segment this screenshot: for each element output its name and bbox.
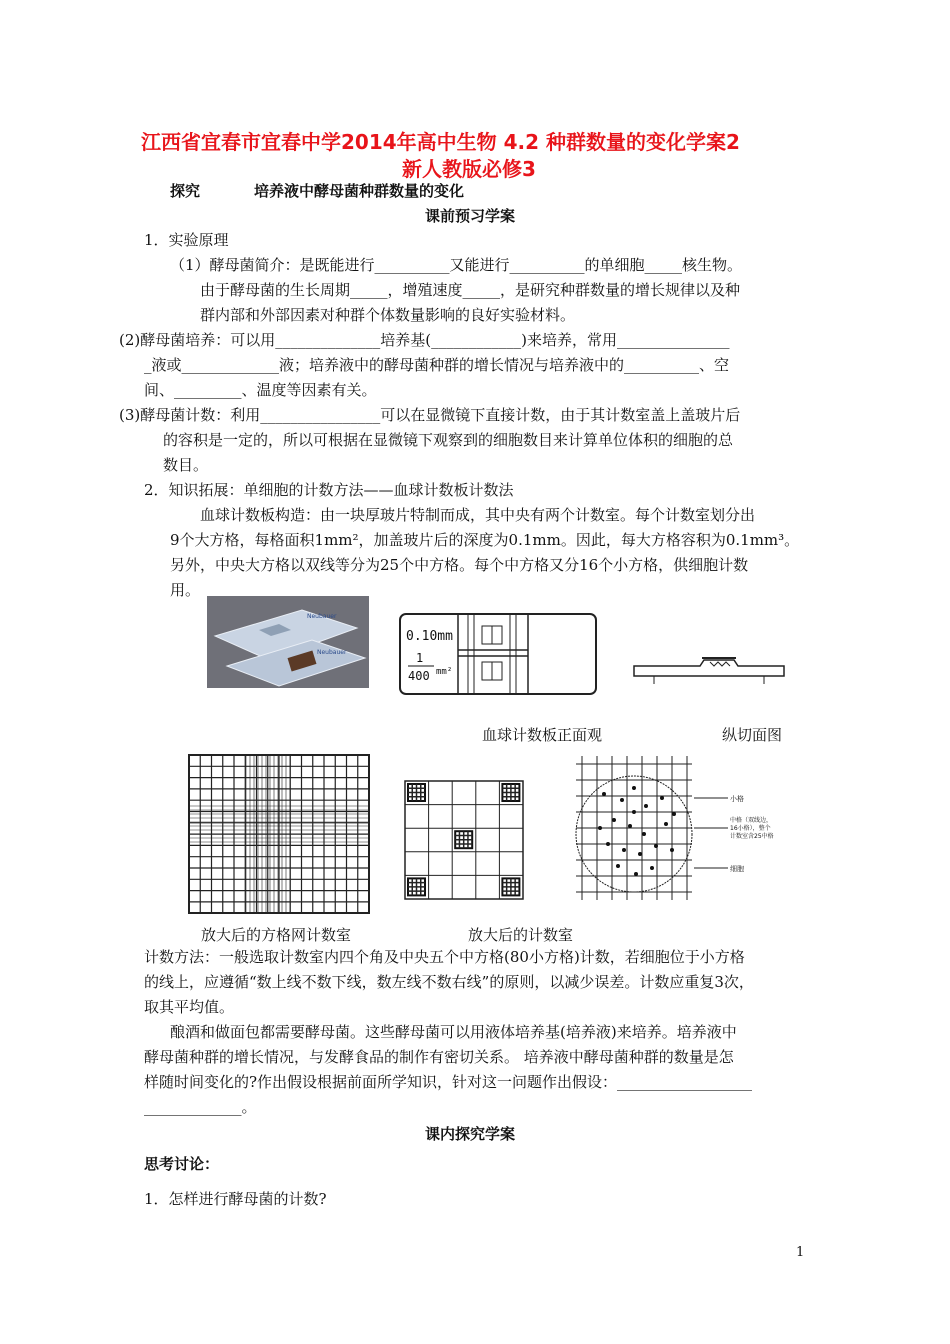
hemocytometer-front-view bbox=[398, 612, 598, 696]
yeast-cell bbox=[634, 872, 638, 876]
text-line: 9个大方格，每格面积1mm²，加盖玻片后的深度为0.1mm。因此，每大方格容积为0.1mm³。 bbox=[170, 531, 800, 549]
svg-text:Neubauer: Neubauer bbox=[317, 649, 347, 656]
board-label-den: 400 bbox=[408, 669, 430, 683]
yeast-cell bbox=[602, 792, 606, 796]
yeast-cell bbox=[606, 842, 610, 846]
svg-text:Neubauer: Neubauer bbox=[307, 613, 337, 620]
text-line: 酿酒和做面包都需要酵母菌。这些酵母菌可以用液体培养基(培养液)来培养。培养液中 bbox=[170, 1023, 737, 1041]
text-line: 的线上，应遵循“数上线不数下线，数左线不数右线”的原则，以减少误差。计数应重复3次， bbox=[144, 973, 754, 991]
text-line: _液或_____________液；培养液中的酵母菌种群的增长情况与培养液中的__________、空 bbox=[144, 356, 730, 374]
text-line: 间、_________、温度等因素有关。 bbox=[144, 381, 377, 399]
yeast-cell bbox=[654, 844, 658, 848]
text-line: 数目。 bbox=[163, 456, 209, 474]
yeast-cell bbox=[670, 848, 674, 852]
caption-section-view: 纵切面图 bbox=[722, 726, 783, 744]
section-preview-heading: 课前预习学案 bbox=[425, 207, 516, 225]
question-1: 1．怎样进行酵母菌的计数? bbox=[144, 1190, 327, 1208]
text-line: (3)酵母菌计数：利用________________可以在显微镜下直接计数，由于其计数室盖上盖玻片后 bbox=[119, 406, 741, 424]
text-line: 用。 bbox=[170, 581, 201, 599]
cell-detail-annotations bbox=[694, 790, 784, 890]
grid-counting-chamber bbox=[188, 754, 370, 914]
yeast-cell bbox=[616, 864, 620, 868]
yeast-cell bbox=[628, 824, 632, 828]
yeast-cell bbox=[660, 796, 664, 800]
note-cell: 细胞 bbox=[730, 865, 744, 873]
yeast-cell bbox=[612, 818, 616, 822]
text-line: 血球计数板构造：由一块厚玻片特制而成，其中央有两个计数室。每个计数室划分出 bbox=[200, 506, 756, 524]
hemocytometer-section-view bbox=[630, 652, 790, 688]
text-line: (2)酵母菌培养：可以用______________培养基(____________)来培养，常用_______________ bbox=[119, 331, 730, 349]
yeast-cell bbox=[638, 852, 642, 856]
yeast-cell bbox=[622, 848, 626, 852]
caption-counting-room: 放大后的计数室 bbox=[468, 926, 574, 944]
text-line: 1．实验原理 bbox=[144, 231, 229, 249]
yeast-cell bbox=[672, 812, 676, 816]
text-line: 的容积是一定的，所以可根据在显微镜下观察到的细胞数目来计算单位体积的细胞的总 bbox=[163, 431, 734, 449]
text-line: 由于酵母菌的生长周期_____，增殖速度_____，是研究种群数量的增长规律以及种 bbox=[200, 281, 741, 299]
text-line: 酵母菌种群的增长情况，与发酵食品的制作有密切关系。 培养液中酵母菌种群的数量是怎 bbox=[144, 1048, 734, 1066]
counting-chamber-photo bbox=[207, 596, 369, 688]
yeast-cell bbox=[650, 866, 654, 870]
yeast-cell bbox=[664, 822, 668, 826]
text-line: 另外，中央大方格以双线等分为25个中方格。每个中方格又分16个小方格，供细胞计数 bbox=[170, 556, 749, 574]
yeast-cell bbox=[632, 786, 636, 790]
yeast-cell bbox=[598, 826, 602, 830]
note-mid-square-3: 计数室含25中格 bbox=[730, 833, 774, 840]
board-label-mm: 0.10mm bbox=[406, 629, 453, 644]
text-line: 计数方法：一般选取计数室内四个角及中央五个中方格(80小方格)计数，若细胞位于小方格 bbox=[144, 948, 745, 966]
text-line: （1）酵母菌简介：是既能进行__________又能进行__________的单细胞_____核生物。 bbox=[170, 256, 743, 274]
cell-detail-diagram bbox=[574, 754, 694, 902]
text-line: 2．知识拓展：单细胞的计数方法——血球计数板计数法 bbox=[144, 481, 514, 499]
caption-grid-chamber: 放大后的方格网计数室 bbox=[201, 926, 352, 944]
caption-front-view: 血球计数板正面观 bbox=[482, 726, 603, 744]
yeast-cell bbox=[632, 810, 636, 814]
note-mid-square-1: 中格（双线边， bbox=[730, 817, 773, 824]
section-inclass-heading: 课内探究学案 bbox=[425, 1125, 516, 1143]
doc-title-line1: 江西省宜春市宜春中学2014年高中生物 4.2 种群数量的变化学案2 bbox=[141, 130, 740, 154]
board-label-num: 1 bbox=[416, 651, 424, 665]
counting-room-diagram bbox=[404, 780, 524, 900]
text-line: 取其平均值。 bbox=[144, 998, 235, 1016]
note-mid-square-2: 16小格），整个 bbox=[730, 825, 771, 832]
yeast-cell bbox=[620, 798, 624, 802]
text-line: _____________。 bbox=[144, 1098, 257, 1116]
doc-title-line2: 新人教版必修3 bbox=[402, 157, 536, 181]
note-small-square: 小格 bbox=[730, 795, 744, 803]
subtitle-topic: 培养液中酵母菌种群数量的变化 bbox=[254, 182, 465, 200]
page-number: 1 bbox=[796, 1245, 805, 1260]
text-line: 样随时间变化的?作出假设根据前面所学知识，针对这一问题作出假设：__________________ bbox=[144, 1073, 753, 1091]
yeast-cell bbox=[642, 832, 646, 836]
yeast-cell bbox=[644, 804, 648, 808]
board-label-unit: mm² bbox=[436, 667, 453, 677]
subtitle-label: 探究 bbox=[170, 182, 201, 200]
discussion-label: 思考讨论： bbox=[144, 1155, 220, 1173]
text-line: 群内部和外部因素对种群个体数量影响的良好实验材料。 bbox=[200, 306, 576, 324]
